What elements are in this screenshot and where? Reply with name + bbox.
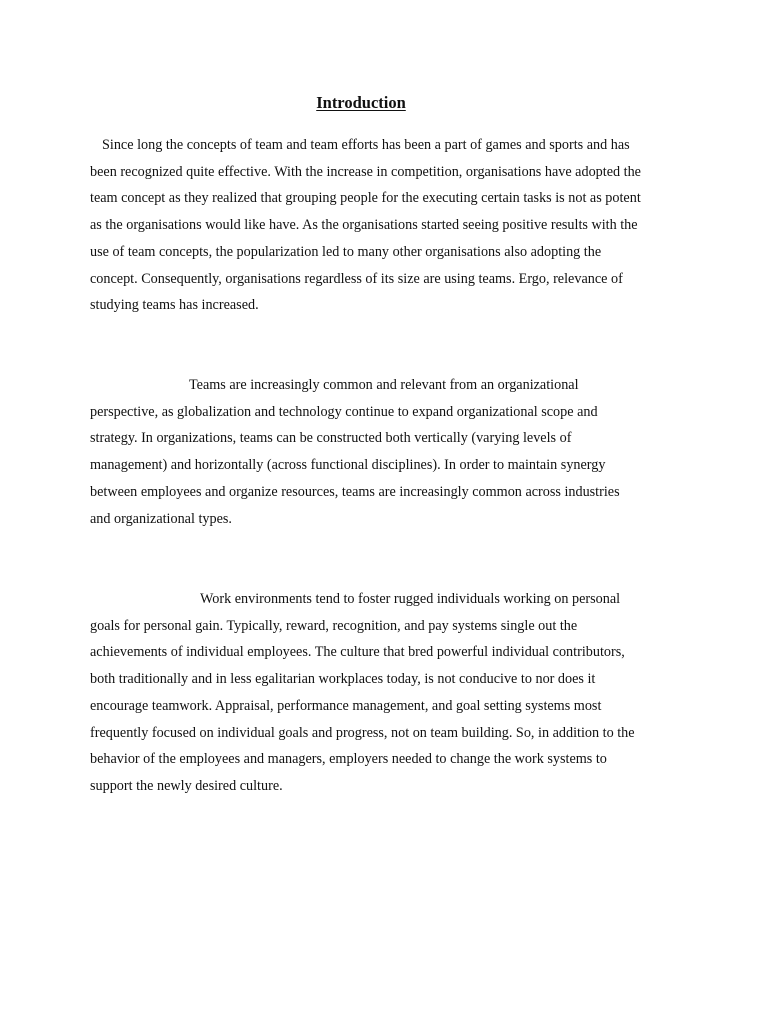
paragraph-2 <box>90 372 690 532</box>
paragraph-line: perspective, as globalization and technology continue to expand organizational scope and <box>90 403 598 420</box>
paragraph-line: between employees and organize resources, teams are increasingly common across industries <box>90 483 620 500</box>
paragraph-line: and organizational types. <box>90 510 232 527</box>
paragraph-line: team concept as they realized that grouping people for the executing certain tasks is not as potent <box>90 190 641 207</box>
paragraph-line: behavior of the employees and managers, employers needed to change the work systems to <box>90 751 607 768</box>
page-title: Introduction <box>316 93 406 112</box>
paragraph-line: Since long the concepts of team and team efforts has been a part of games and sports and has <box>102 137 630 153</box>
paragraph-3 <box>90 586 690 800</box>
paragraph-line: Teams are increasingly common and relevant from an organizational <box>189 377 579 393</box>
paragraph-line: both traditionally and in less egalitarian workplaces today, is not conducive to nor does it <box>90 671 596 688</box>
paragraph-line: studying teams has increased. <box>90 297 259 314</box>
paragraph-line: concept. Consequently, organisations regardless of its size are using teams. Ergo, relevance of <box>90 270 623 287</box>
paragraph-line: management) and horizontally (across functional disciplines). In order to maintain synergy <box>90 457 606 474</box>
paragraph-line: goals for personal gain. Typically, reward, recognition, and pay systems single out the <box>90 617 578 634</box>
paragraph-line: as the organisations would like have. As the organisations started seeing positive results with the <box>90 217 638 234</box>
paragraph-line: encourage teamwork. Appraisal, performance management, and goal setting systems most <box>90 697 602 714</box>
paragraph-line: been recognized quite effective. With the increase in competition, organisations have adopted the <box>90 163 641 180</box>
paragraph-line: frequently focused on individual goals and progress, not on team building. So, in addition to the <box>90 724 635 741</box>
paragraph-1 <box>90 132 690 319</box>
paragraph-line: support the newly desired culture. <box>90 777 283 794</box>
paragraph-line: achievements of individual employees. The culture that bred powerful individual contributors, <box>90 644 625 661</box>
paragraph-line: strategy. In organizations, teams can be constructed both vertically (varying levels of <box>90 430 572 447</box>
paragraph-line: use of team concepts, the popularization led to many other organisations also adopting the <box>90 243 602 260</box>
paragraph-line: Work environments tend to foster rugged individuals working on personal <box>200 591 621 607</box>
